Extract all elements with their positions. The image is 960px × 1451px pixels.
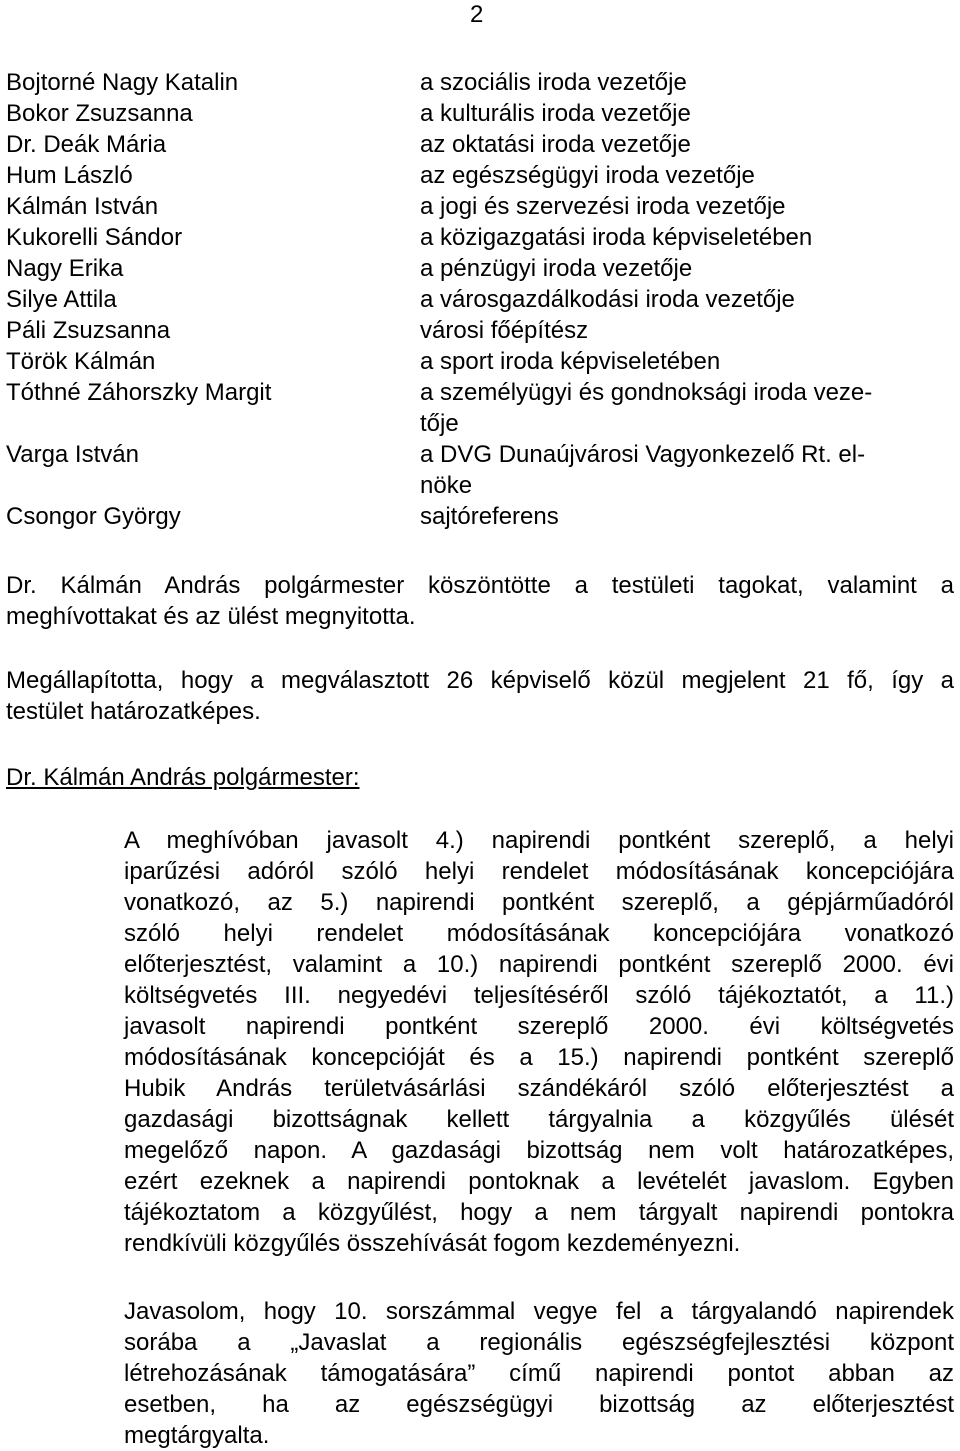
attendee-role: nöke (420, 472, 473, 499)
attendee-role: városi főépítész (420, 317, 589, 344)
attendee-name: Kukorelli Sándor (6, 224, 183, 251)
paragraph-line: előterjesztést, valamint a 10.) napirendi pontként szereplő 2000. évi (124, 951, 954, 978)
attendee-role: a városgazdálkodási iroda vezetője (420, 286, 795, 313)
page-number: 2 (470, 1, 484, 28)
paragraph-line: vonatkozó, az 5.) napirendi pontként szereplő, a gépjárműadóról (124, 889, 954, 916)
speaker-heading: Dr. Kálmán András polgármester: (6, 764, 360, 791)
attendee-name: Nagy Erika (6, 255, 124, 282)
paragraph-line: esetben, ha az egészségügyi bizottság az előterjesztést (124, 1391, 954, 1418)
attendee-name: Bokor Zsuzsanna (6, 100, 193, 127)
paragraph-line: Megállapította, hogy a megválasztott 26 képviselő közül megjelent 21 fő, így a (6, 667, 954, 694)
attendee-name: Silye Attila (6, 286, 117, 313)
paragraph-line: létrehozásának támogatására” című napirendi pontot abban az (124, 1360, 954, 1387)
attendee-role: a sport iroda képviseletében (420, 348, 721, 375)
attendee-name: Varga István (6, 441, 139, 468)
paragraph-line: A meghívóban javasolt 4.) napirendi pontként szereplő, a helyi (124, 827, 954, 854)
paragraph-line: módosításának koncepcióját és a 15.) napirendi pontként szereplő (124, 1044, 954, 1071)
attendee-name: Dr. Deák Mária (6, 131, 167, 158)
attendee-role: a pénzügyi iroda vezetője (420, 255, 693, 282)
paragraph-line: testület határozatképes. (6, 698, 261, 725)
paragraph-line: ezért ezeknek a napirendi pontoknak a levételét javaslom. Egyben (124, 1168, 954, 1195)
paragraph-line: szóló helyi rendelet módosításának koncepciójára vonatkozó (124, 920, 954, 947)
paragraph-line: megtárgyalta. (124, 1422, 270, 1449)
attendee-name: Hum László (6, 162, 133, 189)
attendee-role: a szociális iroda vezetője (420, 69, 687, 96)
attendee-role: a személyügyi és gondnoksági iroda veze- (420, 379, 873, 406)
attendee-name: Tóthné Záhorszky Margit (6, 379, 272, 406)
paragraph-line: Hubik András területvásárlási szándékáról szóló előterjesztést a (124, 1075, 954, 1102)
paragraph-line: gazdasági bizottságnak kellett tárgyalnia a közgyűlés ülését (124, 1106, 954, 1133)
attendee-role: a közigazgatási iroda képviseletében (420, 224, 813, 251)
attendee-name: Kálmán István (6, 193, 159, 220)
paragraph-line: költségvetés III. negyedévi teljesítéséről szóló tájékoztatót, a 11.) (124, 982, 954, 1009)
speech-paragraph-1 (124, 825, 954, 1259)
attendee-role: a jogi és szervezési iroda vezetője (420, 193, 786, 220)
attendee-role: az oktatási iroda vezetője (420, 131, 691, 158)
attendee-role: a DVG Dunaújvárosi Vagyonkezelő Rt. el- (420, 441, 866, 468)
paragraph-line: sorába a „Javaslat a regionális egészségfejlesztési központ (124, 1329, 954, 1356)
attendee-name: Bojtorné Nagy Katalin (6, 69, 239, 96)
paragraph-line: Dr. Kálmán András polgármester köszöntötte a testületi tagokat, valamint a (6, 572, 954, 599)
paragraph-line: Javasolom, hogy 10. sorszámmal vegye fel a tárgyalandó napirendek (124, 1298, 954, 1325)
attendee-name: Páli Zsuzsanna (6, 317, 171, 344)
attendee-role: az egészségügyi iroda vezetője (420, 162, 755, 189)
attendee-role: a kulturális iroda vezetője (420, 100, 691, 127)
paragraph-line: tájékoztatom a közgyűlést, hogy a nem tárgyalt napirendi pontokra (124, 1199, 954, 1226)
paragraph-line: meghívottakat és az ülést megnyitotta. (6, 603, 416, 630)
paragraph-line: rendkívüli közgyűlés összehívását fogom kezdeményezni. (124, 1230, 741, 1257)
attendee-name: Török Kálmán (6, 348, 156, 375)
attendee-name: Csongor György (6, 503, 181, 530)
attendee-role: sajtóreferens (420, 503, 559, 530)
paragraph-line: megelőző napon. A gazdasági bizottság nem volt határozatképes, (124, 1137, 954, 1164)
quorum-paragraph (6, 665, 954, 727)
paragraph-line: javasolt napirendi pontként szereplő 2000. évi költségvetés (124, 1013, 954, 1040)
speech-paragraph-2 (124, 1296, 954, 1451)
paragraph-line: iparűzési adóról szóló helyi rendelet módosításának koncepciójára (124, 858, 954, 885)
opening-paragraph (6, 570, 954, 632)
attendee-role: tője (420, 410, 459, 437)
